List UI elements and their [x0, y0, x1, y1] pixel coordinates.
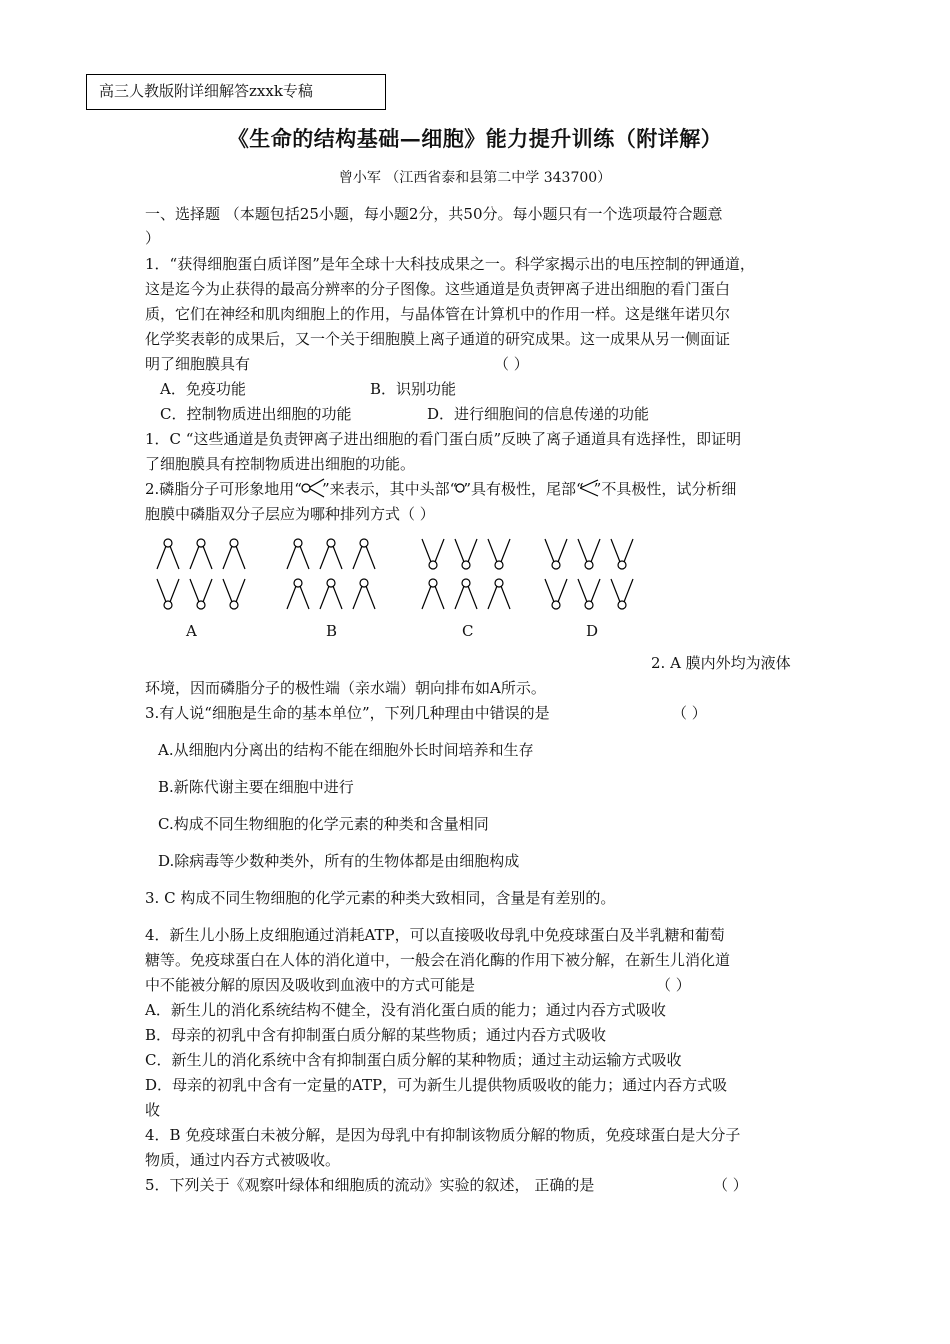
phospholipid-c-bottom-1 [422, 579, 444, 609]
q4-option-d-line-2: 收 [145, 1101, 161, 1119]
q3-answer-paren: （ ） [672, 704, 707, 722]
figure-label-d: D [586, 622, 599, 640]
phospholipid-b-top-3 [353, 539, 375, 569]
phospholipid-c-bottom-3 [488, 579, 510, 609]
phospholipid-a-top-3 [223, 539, 245, 569]
q3-option-a: A.从细胞内分离出的结构不能在细胞外长时间培养和生存 [158, 741, 534, 759]
q2-stem-part-1: 2.磷脂分子可形象地用“ [145, 480, 302, 498]
q5-answer-paren: （ ） [713, 1176, 748, 1194]
bilayer-diagrams [145, 536, 665, 616]
q1-option-d: D．进行细胞间的信息传递的功能 [427, 405, 650, 423]
q4-option-b: B．母亲的初乳中含有抑制蛋白质分解的某些物质；通过内吞方式吸收 [145, 1026, 607, 1044]
phospholipid-a-top-2 [190, 539, 212, 569]
phospholipid-c-top-3 [488, 539, 510, 569]
section-heading-end: ） [145, 229, 161, 247]
q5-stem: 5．下列关于《观察叶绿体和细胞质的流动》实验的叙述， 正确的是 [145, 1176, 595, 1194]
q3-answer: 3. C 构成不同生物细胞的化学元素的种类大致相同，含量是有差别的。 [145, 889, 616, 907]
q4-line-2: 糖等。免疫球蛋白在人体的消化道中，一般会在消化酶的作用下被分解，在新生儿消化道 [145, 951, 731, 969]
phospholipid-d-bottom-2 [578, 579, 600, 609]
q3-stem: 3.有人说“细胞是生命的基本单位”，下列几种理由中错误的是 [145, 704, 550, 722]
q3-option-b: B.新陈代谢主要在细胞中进行 [158, 778, 354, 796]
q4-option-a: A．新生儿的消化系统结构不健全，没有消化蛋白质的能力；通过内吞方式吸收 [145, 1001, 666, 1019]
q1-option-b: B．识别功能 [370, 380, 457, 398]
figure-label-b: B [326, 622, 338, 640]
q1-option-a: A．免疫功能 [160, 380, 246, 398]
q1-line-2: 这是迄今为止获得的最高分辨率的分子图像。这些通道是负责钾离子进出细胞的看门蛋白 [145, 280, 731, 298]
phospholipid-c-top-2 [455, 539, 477, 569]
q2-stem-part-4: ”不具极性，试分析细 [593, 480, 737, 498]
q2-stem-part-3: ”具有极性，尾部“ [463, 480, 584, 498]
q3-option-c: C.构成不同生物细胞的化学元素的种类和含量相同 [158, 815, 489, 833]
section-heading: 一、选择题 （本题包括25小题，每小题2分，共50分。每小题只有一个选项最符合题意 [145, 205, 723, 223]
q1-line-5: 明了细胞膜具有 [145, 355, 251, 373]
q3-option-d: D.除病毒等少数种类外，所有的生物体都是由细胞构成 [158, 852, 520, 870]
page-title: 《生命的结构基础—细胞》能力提升训练（附详解） [227, 126, 723, 151]
bilayer-options-figure [145, 536, 665, 620]
phospholipid-c-top-1 [422, 539, 444, 569]
phospholipid-d-top-3 [611, 539, 633, 569]
q2-stem-part-2: ”来表示，其中头部“ [321, 480, 458, 498]
phospholipid-a-bottom-2 [190, 579, 212, 609]
phospholipid-b-top-2 [320, 539, 342, 569]
figure-label-a: A [186, 622, 197, 640]
q2-answer-line-2: 环境，因而磷脂分子的极性端（亲水端）朝向排布如A所示。 [145, 679, 546, 697]
q4-line-3: 中不能被分解的原因及吸收到血液中的方式可能是 [145, 976, 476, 994]
q4-answer-line-2: 物质，通过内吞方式被吸收。 [145, 1151, 341, 1169]
q4-answer-paren: （ ） [656, 976, 691, 994]
phospholipid-a-bottom-1 [157, 579, 179, 609]
phospholipid-d-bottom-3 [611, 579, 633, 609]
phospholipid-b-bottom-1 [287, 579, 309, 609]
q4-option-c: C．新生儿的消化系统中含有抑制蛋白质分解的某种物质；通过主动运输方式吸收 [145, 1051, 682, 1069]
q1-line-4: 化学奖表彰的成果后，又一个关于细胞膜上离子通道的研究成果。这一成果从另一侧面证 [145, 330, 731, 348]
author-line: 曾小军 （江西省泰和县第二中学 343700） [338, 170, 612, 186]
q4-line-1: 4．新生儿小肠上皮细胞通过消耗ATP，可以直接吸收母乳中免疫球蛋白及半乳糖和葡萄 [145, 926, 725, 944]
phospholipid-a-bottom-3 [223, 579, 245, 609]
q4-answer-line-1: 4．B 免疫球蛋白未被分解，是因为母乳中有抑制该物质分解的物质，免疫球蛋白是大分子 [145, 1126, 741, 1144]
phospholipid-b-bottom-3 [353, 579, 375, 609]
q2-stem-line-2: 胞膜中磷脂双分子层应为哪种排列方式（ ） [145, 505, 435, 523]
phospholipid-d-bottom-1 [545, 579, 567, 609]
phospholipid-c-bottom-2 [455, 579, 477, 609]
q2-answer-line-1: 2. A 膜内外均为液体 [651, 654, 791, 672]
phospholipid-b-bottom-2 [320, 579, 342, 609]
phospholipid-b-top-1 [287, 539, 309, 569]
q1-option-c: C．控制物质进出细胞的功能 [160, 405, 352, 423]
q1-line-1: 1．“获得细胞蛋白质详图”是年全球十大科技成果之一。科学家揭示出的电压控制的钾通道， [145, 255, 755, 273]
q2-stem-line-1 [145, 478, 736, 500]
phospholipid-d-top-2 [578, 539, 600, 569]
q1-answer-line-1: 1．C “这些通道是负责钾离子进出细胞的看门蛋白质”反映了离子通道具有选择性，即证明 [145, 430, 742, 448]
q1-answer-line-2: 了细胞膜具有控制物质进出细胞的功能。 [145, 455, 416, 473]
phospholipid-d-top-1 [545, 539, 567, 569]
figure-label-c: C [462, 622, 474, 640]
q1-answer-paren: （ ） [494, 355, 529, 373]
q1-line-3: 质，它们在神经和肌肉细胞上的作用，与晶体管在计算机中的作用一样。这是继年诺贝尔 [145, 305, 731, 323]
header-box: 高三人教版附详细解答zxxk专稿 [86, 74, 386, 110]
phospholipid-a-top-1 [157, 539, 179, 569]
q4-option-d-line-1: D．母亲的初乳中含有一定量的ATP，可为新生儿提供物质吸收的能力；通过内吞方式吸 [145, 1076, 728, 1094]
